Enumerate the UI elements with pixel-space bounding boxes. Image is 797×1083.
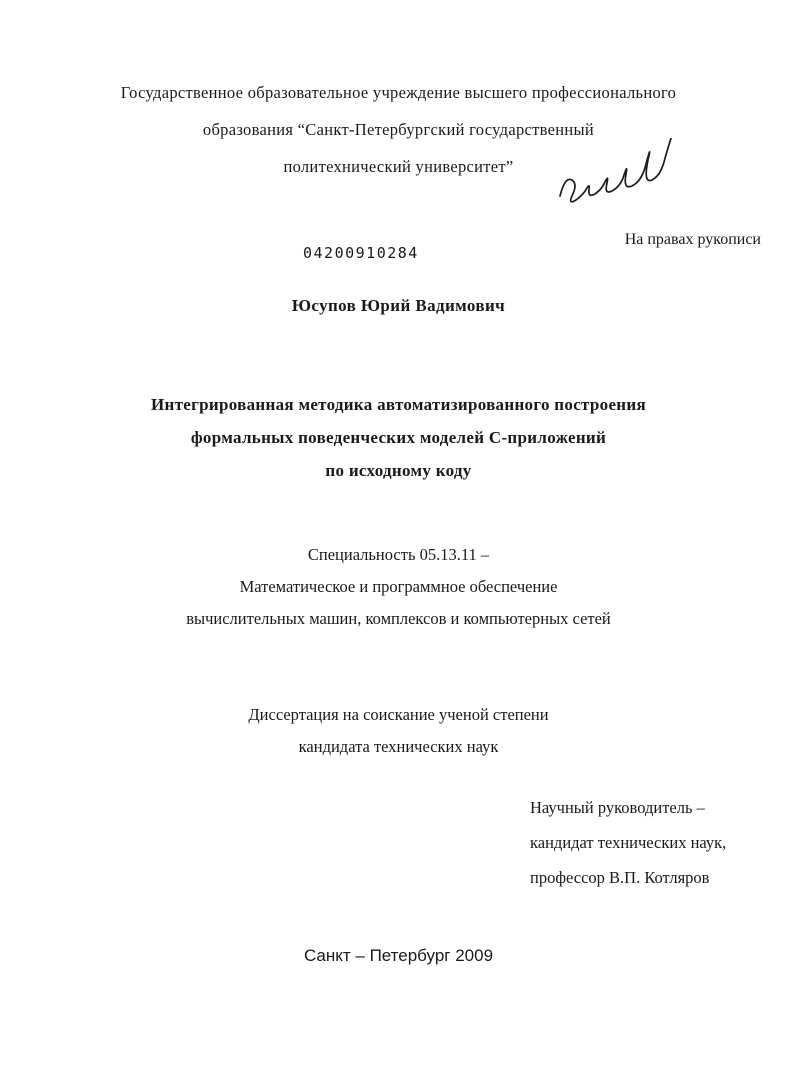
title-line-1: Интегрированная методика автоматизированного построения: [151, 395, 646, 414]
registration-code: 04200910284: [303, 244, 419, 262]
degree-statement: [0, 699, 797, 763]
supervisor-line-1: Научный руководитель –: [530, 798, 705, 817]
dissertation-title: [0, 388, 797, 487]
title-line-3: по исходному коду: [325, 461, 472, 480]
city-year: Санкт – Петербург 2009: [303, 946, 494, 965]
supervisor-block: [530, 790, 726, 895]
institution-line-1: Государственное образовательное учреждение высшего профессионального: [120, 83, 677, 102]
institution-line-2: образования “Санкт-Петербургский государственный: [202, 120, 595, 139]
supervisor-line-3: профессор В.П. Котляров: [530, 868, 710, 887]
degree-line-1: Диссертация на соискание ученой степени: [248, 705, 549, 724]
signature-icon: [552, 138, 702, 218]
title-line-2: формальных поведенческих моделей С-приложений: [190, 428, 607, 447]
specialty-line-3: вычислительных машин, комплексов и компьютерных сетей: [186, 609, 611, 628]
specialty-block: [0, 539, 797, 635]
author-name: Юсупов Юрий Вадимович: [291, 296, 506, 315]
specialty-line-2: Математическое и программное обеспечение: [239, 577, 558, 596]
supervisor-line-2: кандидат технических наук,: [530, 833, 727, 852]
institution-line-3: политехнический университет”: [283, 157, 514, 176]
manuscript-rights-note: На правах рукописи: [624, 231, 761, 248]
degree-line-2: кандидата технических наук: [298, 737, 499, 756]
specialty-line-1: Специальность 05.13.11 –: [307, 545, 490, 564]
handwritten-signature: [552, 138, 702, 218]
